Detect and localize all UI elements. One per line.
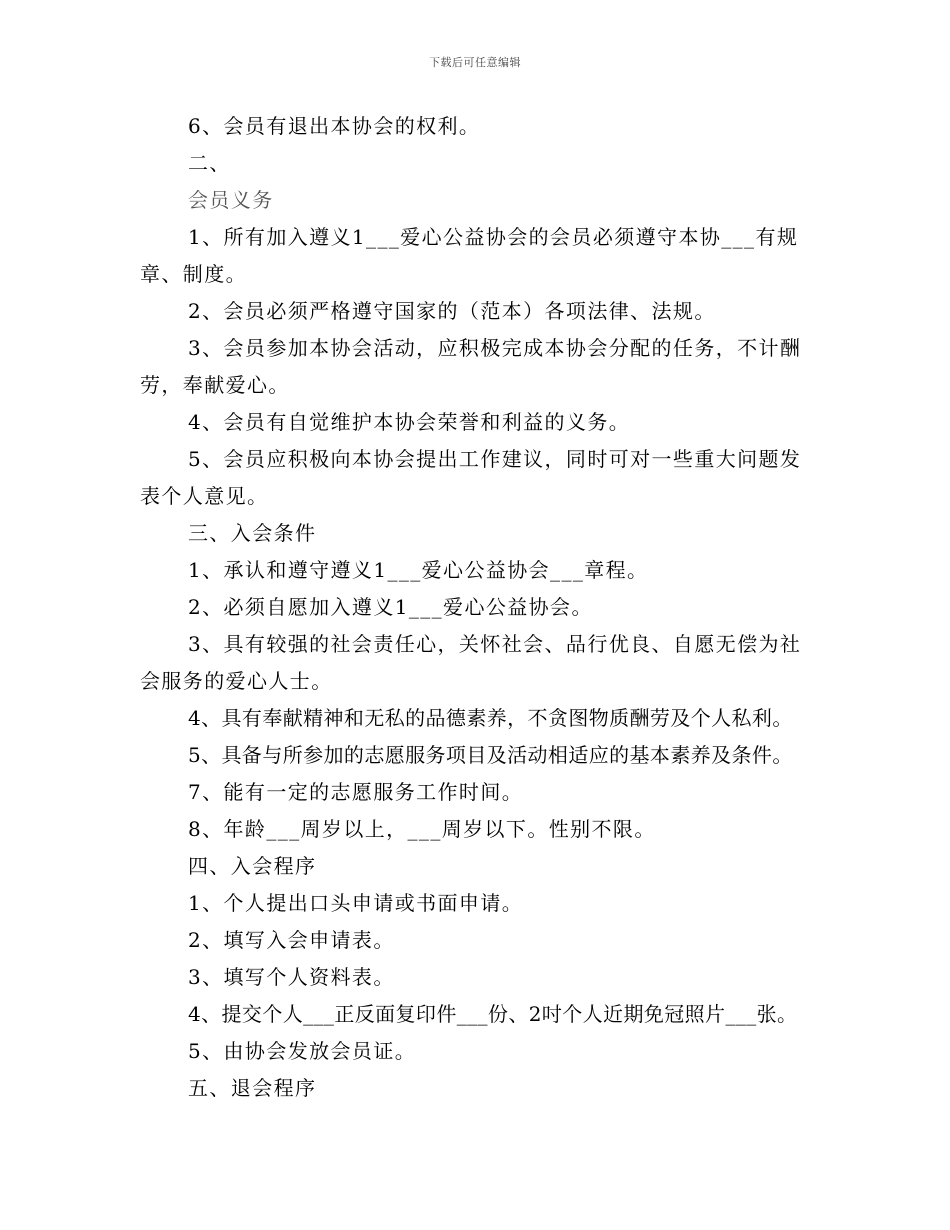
- paragraph-line: 劳，奉献爱心。: [140, 373, 290, 397]
- paragraph-line: 3、填写个人资料表。: [188, 965, 395, 989]
- section-heading: 二、: [188, 151, 231, 175]
- paragraph-line: 会服务的爱心人士。: [140, 669, 333, 693]
- section-heading: 会员义务: [188, 188, 274, 212]
- paragraph-line: 2、必须自愿加入遵义1___爱心公益协会。: [188, 595, 593, 619]
- page-header: 下载后可任意编辑: [429, 56, 521, 69]
- paragraph-line: 4、具有奉献精神和无私的品德素养，不贪图物质酬劳及个人私利。: [188, 706, 793, 730]
- paragraph-line: 表个人意见。: [140, 484, 269, 508]
- paragraph-line: 1、个人提出口头申请或书面申请。: [188, 891, 524, 915]
- paragraph-line: 5、由协会发放会员证。: [188, 1039, 417, 1063]
- paragraph-line: 7、能有一定的志愿服务工作时间。: [188, 780, 524, 804]
- paragraph-line: 1、所有加入遵义1___爱心公益协会的会员必须遵守本协___有规: [188, 225, 799, 249]
- paragraph-line: 6、会员有退出本协会的权利。: [188, 114, 481, 138]
- paragraph-line: 4、提交个人___正反面复印件___份、2吋个人近期免冠照片___张。: [188, 1002, 798, 1026]
- document-body: [140, 108, 830, 1107]
- paragraph-line: 5、会员应积极向本协会提出工作建议，同时可对一些重大问题发: [188, 447, 802, 471]
- paragraph-line: 5、具备与所参加的志愿服务项目及活动相适应的基本素养及条件。: [188, 743, 793, 767]
- paragraph-line: 2、会员必须严格遵守国家的（范本）各项法律、法规。: [188, 299, 716, 323]
- paragraph-line: 3、会员参加本协会活动，应积极完成本协会分配的任务，不计酬: [188, 336, 802, 360]
- paragraph-line: 4、会员有自觉维护本协会荣誉和利益的义务。: [188, 410, 631, 434]
- paragraph-line: 8、年龄___周岁以上，___周岁以下。性别不限。: [188, 817, 656, 841]
- paragraph-line: 章、制度。: [140, 262, 247, 286]
- paragraph-line: 2、填写入会申请表。: [188, 928, 395, 952]
- section-heading: 五、退会程序: [188, 1076, 317, 1100]
- paragraph-line: 3、具有较强的社会责任心，关怀社会、品行优良、自愿无偿为社: [188, 632, 802, 656]
- paragraph-line: 1、承认和遵守遵义1___爱心公益协会___章程。: [188, 558, 649, 582]
- section-heading: 四、入会程序: [188, 854, 317, 878]
- section-heading: 三、入会条件: [188, 521, 317, 545]
